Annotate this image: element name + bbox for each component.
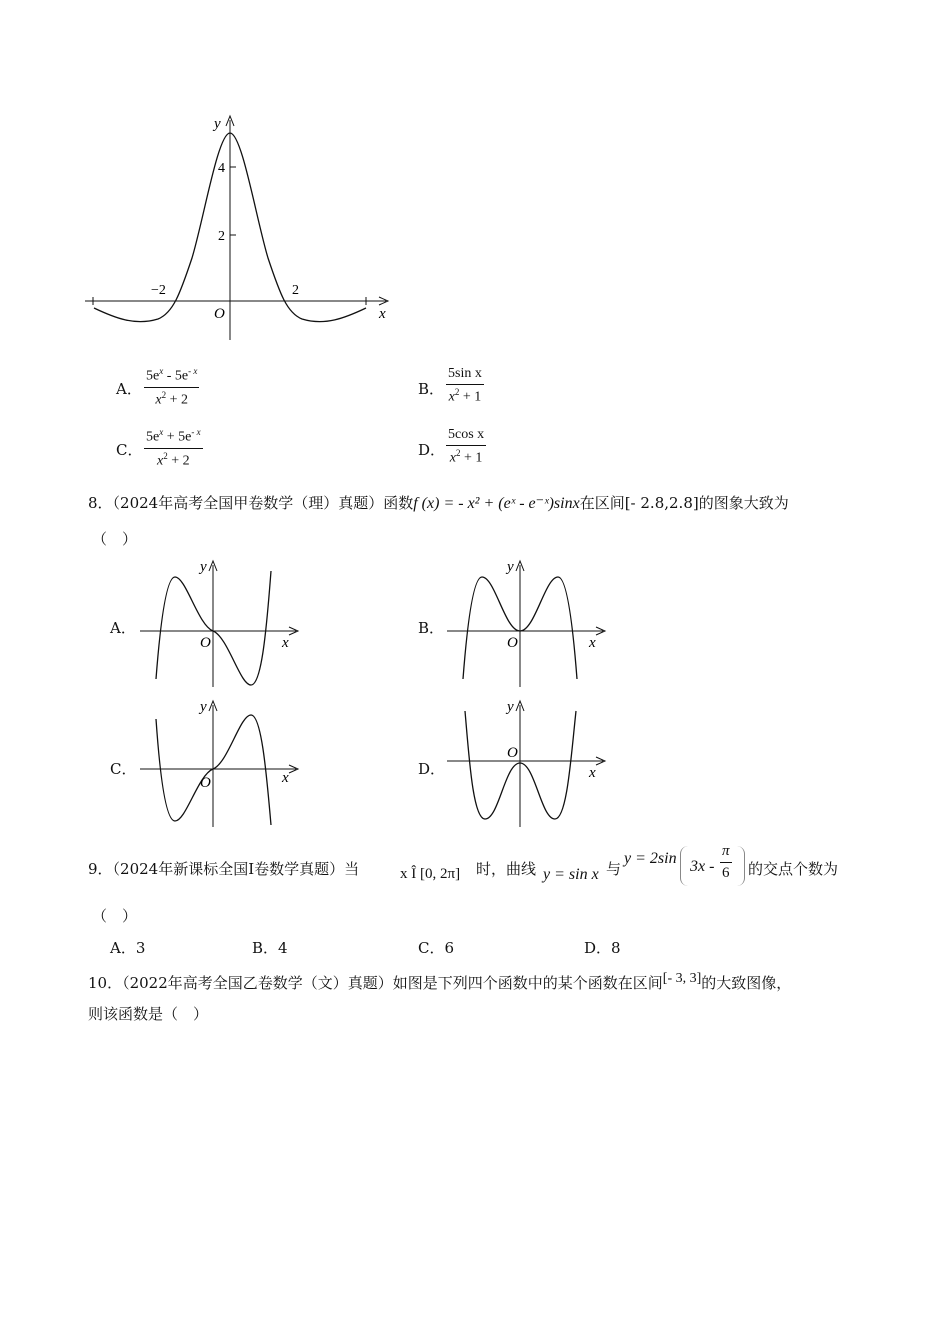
q7-option-a-formula[interactable]: $\frac{5e^x - 5e^{- x}}{x^2 + 2}$ xyxy=(146,366,198,408)
q8-number: 8． xyxy=(88,494,113,512)
svg-text:x: x xyxy=(282,770,289,786)
q8-option-d-label[interactable]: D． xyxy=(418,760,446,778)
q10-number: 10． xyxy=(88,974,123,992)
q9-number: 9． xyxy=(88,860,113,878)
q7-option-d-label[interactable]: D． xyxy=(418,441,446,459)
q9-choice-a[interactable]: A．3 xyxy=(110,939,146,957)
q9-tail: 的交点个数为 xyxy=(748,860,839,878)
q9-paren-left xyxy=(680,846,689,886)
q9-source: （2024年新课标全国Ⅰ卷数学真题）当 xyxy=(112,860,360,878)
q7-option-b-label[interactable]: B． xyxy=(418,380,445,398)
q8-option-a-label[interactable]: A． xyxy=(110,619,136,637)
q9-mid2: 与 xyxy=(606,860,622,878)
q9-choice-b[interactable]: B．4 xyxy=(252,939,288,957)
q8-tail: 在区间[- 2.8,2.8]的图象大致为 xyxy=(579,494,789,512)
q10-stem xyxy=(88,972,791,993)
q9-blank: （ ） xyxy=(92,907,138,925)
q8-option-c-label[interactable]: C． xyxy=(110,760,137,778)
q10-tail: 的大致图像， xyxy=(701,974,792,992)
svg-text:O: O xyxy=(507,635,518,651)
x-tick-neg2: −2 xyxy=(151,283,166,298)
q8-option-c-graph[interactable] xyxy=(138,697,308,829)
q10-line2: 则该函数是（ ） xyxy=(88,1005,209,1023)
q7-option-a-label[interactable]: A． xyxy=(116,380,142,398)
svg-text:x: x xyxy=(589,765,596,781)
svg-text:y: y xyxy=(200,699,207,715)
q8-stem xyxy=(88,492,789,513)
q9-stem-start xyxy=(88,858,359,879)
q8-formula: f (x) = - x² + (eˣ - e⁻ˣ)sinx xyxy=(413,495,580,512)
q9-choice-d[interactable]: D．8 xyxy=(584,939,621,957)
q9-paren-right xyxy=(736,846,745,886)
q9-choice-c[interactable]: C．6 xyxy=(418,939,455,957)
svg-text:x: x xyxy=(589,635,596,651)
q7-function-graph xyxy=(80,108,400,348)
y-axis-label: y xyxy=(214,116,221,132)
origin-label: O xyxy=(214,306,225,322)
q9-mid1: 时，曲线 xyxy=(476,860,537,878)
q8-option-b-label[interactable]: B． xyxy=(418,619,445,637)
q10-interval: [- 3, 3] xyxy=(662,971,702,986)
q8-option-a-graph[interactable] xyxy=(138,557,308,689)
q8-option-d-graph[interactable] xyxy=(445,697,615,829)
q7-option-c-label[interactable]: C． xyxy=(116,441,143,459)
q9-curve1: y = sin x xyxy=(543,866,599,883)
svg-text:y: y xyxy=(507,699,514,715)
svg-text:O: O xyxy=(200,635,211,651)
q8-source: （2024年高考全国甲卷数学（理）真题）函数 xyxy=(112,494,414,512)
svg-text:O: O xyxy=(200,775,211,791)
q8-blank: （ ） xyxy=(92,530,138,548)
x-axis-label: x xyxy=(379,306,386,322)
x-tick-2: 2 xyxy=(292,283,299,298)
svg-text:x: x xyxy=(282,635,289,651)
q9-pi-over-6: $\frac{\pi}{6}$ xyxy=(722,843,730,881)
q9-inner: 3x - xyxy=(690,858,715,875)
svg-text:y: y xyxy=(507,559,514,575)
y-tick-4: 4 xyxy=(218,161,225,176)
y-tick-2: 2 xyxy=(218,229,225,244)
q7-option-c-formula[interactable]: $\frac{5e^x + 5e^{- x}}{x^2 + 2}$ xyxy=(146,427,201,469)
q7-option-b-formula[interactable]: $\frac{\text{5sin x}}{x^2 + 1}$ xyxy=(448,366,482,405)
svg-text:O: O xyxy=(507,745,518,761)
q7-option-d-formula[interactable]: $\frac{\text{5cos x}}{x^2 + 1}$ xyxy=(448,427,485,466)
q8-option-b-graph[interactable] xyxy=(445,557,615,689)
q9-curve2: y = 2sin xyxy=(624,850,677,867)
q10-source: （2022年高考全国乙卷数学（文）真题）如图是下列四个函数中的某个函数在区间 xyxy=(122,974,663,992)
q9-condition: x Î [0, 2π] xyxy=(400,866,461,882)
svg-text:y: y xyxy=(200,559,207,575)
